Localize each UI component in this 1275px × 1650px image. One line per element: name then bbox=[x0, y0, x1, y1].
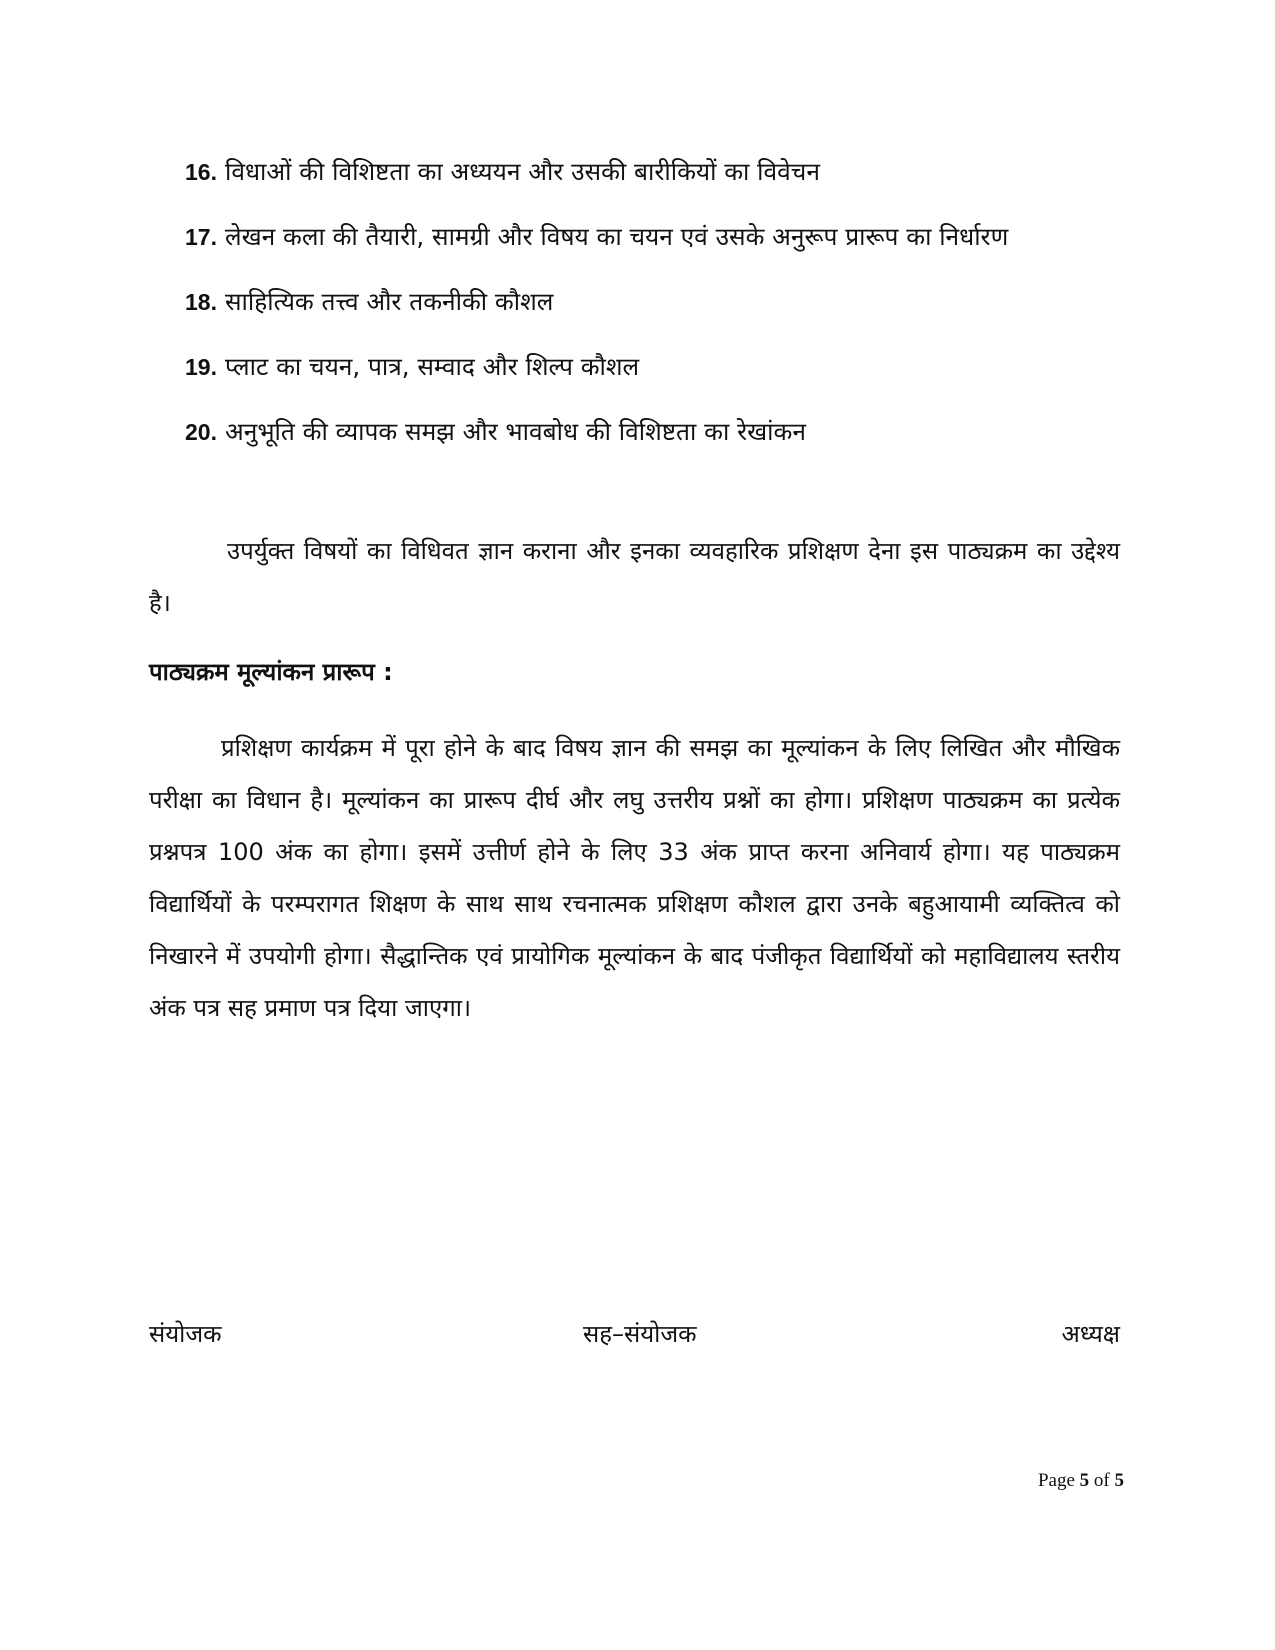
list-item-number: 18. bbox=[185, 289, 217, 315]
list-item-text: अनुभूति की व्यापक समझ और भावबोध की विशिष्टता का रेखांकन bbox=[225, 417, 806, 446]
list-item-text: प्लाट का चयन, पात्र, सम्वाद और शिल्प कौशल bbox=[225, 352, 640, 381]
evaluation-paragraph: प्रशिक्षण कार्यक्रम में पूरा होने के बाद विषय ज्ञान की समझ का मूल्यांकन के लिए लिखित और मौखिक परीक्षा का विधान है। मूल्यांकन का प्रारूप दीर्घ और लघु उत्तरीय प्रश्नों का होगा। प्रशिक्षण पाठ्यक्रम का प्रत्येक प्रश्नपत्र 100 अंक का होगा। इसमें उत्तीर्ण होने के लिए 33 अंक प्राप्त करना अनिवार्य होगा। यह पाठ्यक्रम विद्यार्थियों के परम्परागत शिक्षण के साथ साथ रचनात्मक प्रशिक्षण कौशल द्वारा उनके बहुआयामी व्यक्तित्व को निखारने में उपयोगी होगा। सैद्धान्तिक एवं प्रायोगिक मूल्यांकन के बाद पंजीकृत विद्यार्थियों को महाविद्यालय स्तरीय अंक पत्र सह प्रमाण पत्र दिया जाएगा। bbox=[149, 734, 1120, 1022]
intro-paragraph: उपर्युक्त विषयों का विधिवत ज्ञान कराना और इनका व्यवहारिक प्रशिक्षण देना इस पाठ्यक्रम का उद्देश्य है। bbox=[149, 537, 1120, 617]
signature-chairperson: अध्यक्ष bbox=[1061, 1320, 1120, 1348]
section-heading: पाठ्यक्रम मूल्यांकन प्रारूप : bbox=[149, 658, 393, 686]
list-item bbox=[185, 341, 1120, 393]
page-number-total: 5 bbox=[1114, 1470, 1124, 1491]
numbered-list bbox=[185, 146, 1120, 471]
list-item bbox=[185, 406, 1120, 458]
list-item bbox=[185, 211, 1120, 263]
list-item bbox=[185, 146, 1120, 198]
page-number-current: 5 bbox=[1079, 1470, 1090, 1491]
list-item bbox=[185, 276, 1120, 328]
list-item-number: 19. bbox=[185, 354, 217, 380]
list-item-text: लेखन कला की तैयारी, सामग्री और विषय का चयन एवं उसके अनुरूप प्रारूप का निर्धारण bbox=[225, 222, 1009, 251]
signature-co-convener: सह–संयोजक bbox=[583, 1320, 697, 1348]
page-number-prefix: Page bbox=[1037, 1470, 1075, 1491]
signature-convener: संयोजक bbox=[149, 1320, 222, 1348]
list-item-number: 16. bbox=[185, 159, 217, 185]
list-item-number: 17. bbox=[185, 224, 217, 250]
list-item-text: विधाओं की विशिष्टता का अध्ययन और उसकी बारीकियों का विवेचन bbox=[225, 157, 820, 186]
list-item-text: साहित्यिक तत्त्व और तकनीकी कौशल bbox=[225, 287, 554, 316]
list-item-number: 20. bbox=[185, 419, 217, 445]
page-number-separator: of bbox=[1093, 1470, 1110, 1491]
page-number bbox=[1038, 1470, 1124, 1492]
